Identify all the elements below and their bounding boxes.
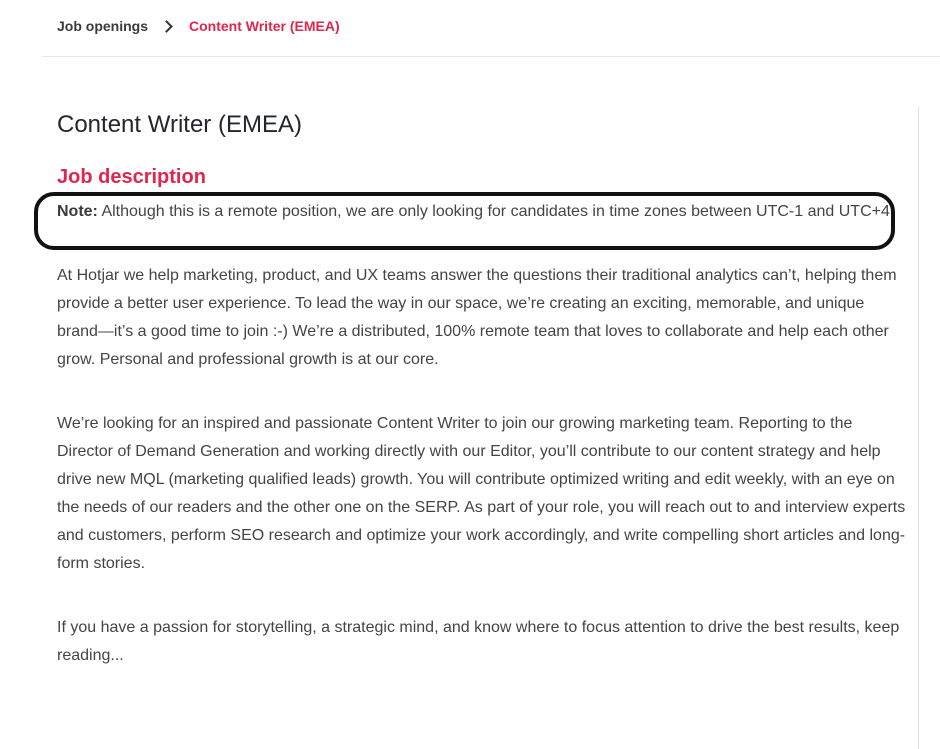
paragraph-role-description: We’re looking for an inspired and passionate Content Writer to join our growing marketing team. Reporting to the Director of Demand Generation and working directly with our Editor, you’ll contribute to our content strategy and help drive new MQL (marketing qualified leads) growth. You will contribute optimized writing and edit weekly, with an eye on the needs of our readers and the other one on the SERP. As part of your role, you will reach out to and interview experts and customers, perform SEO research and optimize your work accordingly, and write compelling short articles and long-form stories. [57,415,906,572]
paragraph-call-to-action: If you have a passion for storytelling, a strategic mind, and know where to focus attention to drive the best results, keep reading... [57,619,900,664]
job-description-content [57,108,907,670]
section-title-job-description: Job description [57,166,206,188]
note-text: Although this is a remote position, we are only looking for candidates in time zones between UTC-1 and UTC+4. [97,203,895,220]
breadcrumb [57,16,340,36]
chevron-right-icon [160,20,173,33]
note-label: Note: [57,203,98,220]
sidebar-divider [918,106,919,749]
breadcrumb-job-openings-link[interactable]: Job openings [57,18,148,34]
remote-note [57,198,907,226]
breadcrumb-current: Content Writer (EMEA) [189,18,340,34]
page-title: Content Writer (EMEA) [57,111,302,138]
highlight-outline [34,192,895,250]
paragraph-about-hotjar: At Hotjar we help marketing, product, and UX teams answer the questions their traditional analytics can’t, helping them provide a better user experience. To lead the way in our space, we’re creating an exciting, memorable, and unique brand—it’s a good time to join :-) We’re a distributed, 100% remote team that loves to collaborate and help each other grow. Personal and professional growth is at our core. [57,267,897,368]
header-divider [42,56,940,57]
